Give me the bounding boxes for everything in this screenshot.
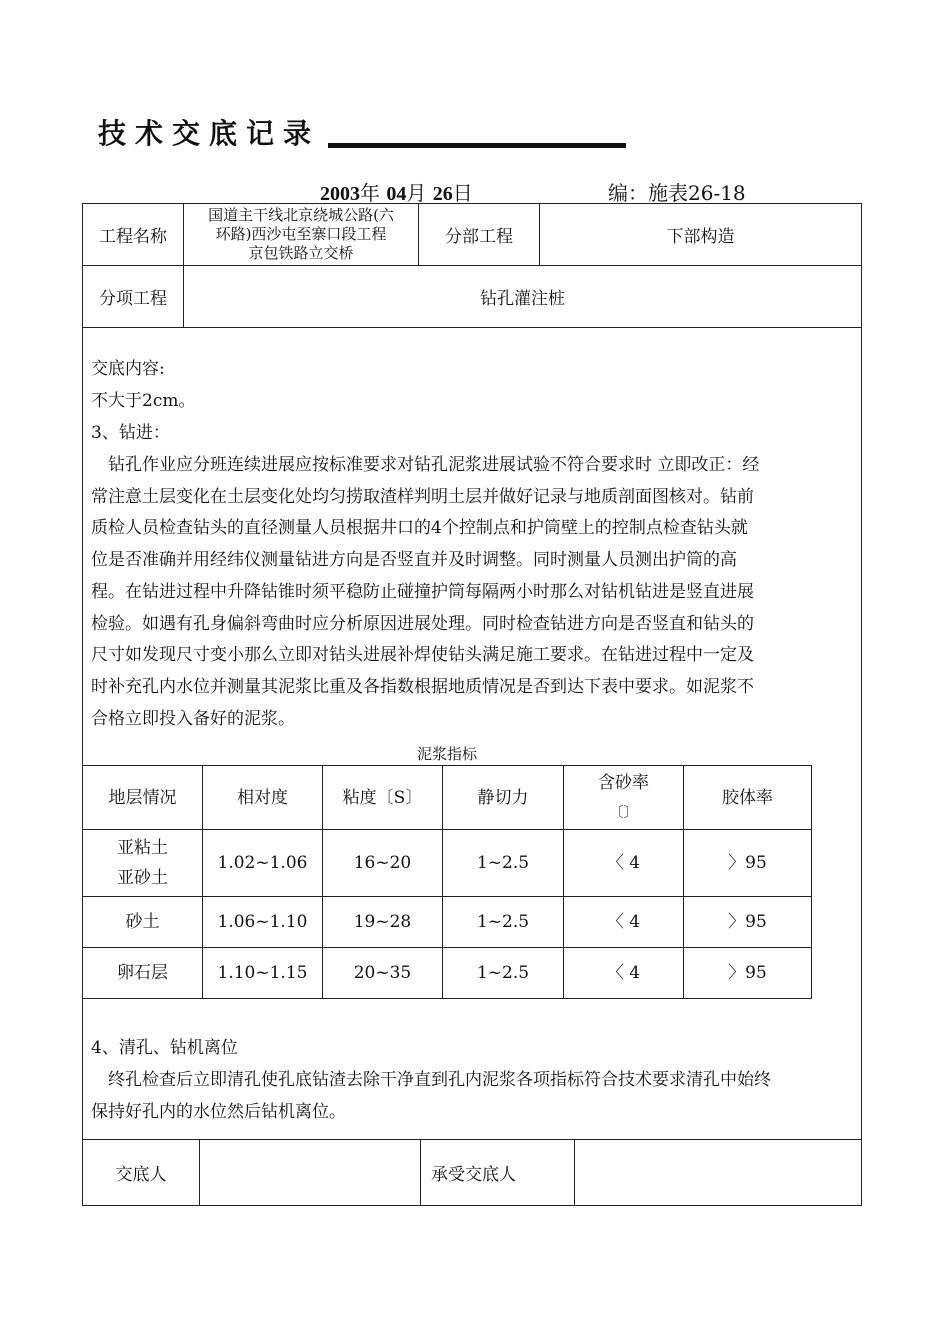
cell-shear: 1~2.5 [443,897,564,948]
cell-viscosity: 19~28 [323,897,443,948]
page-title: 技术交底记录 [98,117,321,150]
col-header-density: 相对度 [203,766,323,830]
paragraph-line: 位是否准确并用经纬仪测量钻进方向是否竖直并及时调整。同时测量人员测出护筒的高 [91,550,737,571]
table-row [83,948,812,999]
header-table [82,203,862,328]
table-row [83,830,812,897]
signature-table [82,1139,862,1206]
col-header-colloid: 胶体率 [684,766,812,830]
receiver-value[interactable] [575,1140,862,1206]
cell-sand: 〈 4 [564,948,684,999]
project-name-line: 京包铁路立交桥 [248,244,354,262]
paragraph-line: 尺寸如发现尺寸变小那么立即对钻头进展补焊使钻头满足施工要求。在钻进过程中一定及 [91,645,754,666]
paragraph-line: 常注意土层变化在土层变化处均匀捞取渣样判明土层并做好记录与地质剖面图核对。钻前 [91,486,754,507]
sand-header-line: 含砂率 [598,772,649,793]
table-caption: 泥浆指标 [416,745,477,763]
col-header-viscosity: 粘度〔S〕 [323,766,443,830]
paragraph-line: 检验。如遇有孔身偏斜弯曲时应分析原因进展处理。同时检查钻进方向是否竖直和钻头的 [91,613,754,634]
cell-soil [83,830,203,897]
record-date [320,177,473,206]
section-3-heading: 3、钻进： [91,423,170,443]
form-number: 编：施表26-18 [608,181,746,205]
cell-shear: 1~2.5 [443,948,564,999]
cell-shear: 1~2.5 [443,830,564,897]
cell-colloid: 〉95 [684,948,812,999]
table-row [83,897,812,948]
content-intro-label: 交底内容: [91,359,165,379]
subitem-value: 钻孔灌注桩 [184,266,862,328]
cell-sand: 〈 4 [564,830,684,897]
discloser-value[interactable] [200,1140,421,1206]
project-name-line: 环路)西沙屯至寨口段工程 [215,225,387,243]
sand-header-unit: 〔〕 [609,804,638,821]
cell-colloid: 〉95 [684,897,812,948]
division-label: 分部工程 [419,204,540,266]
section-4-paragraph [91,1065,855,1128]
soil-line: 亚粘土 [117,838,168,858]
cell-colloid: 〉95 [684,830,812,897]
cell-soil: 砂土 [83,897,203,948]
date-month-unit: 月 [406,181,427,205]
paragraph-line: 钻孔作业应分班连续进展应按标准要求对钻孔泥浆进展试验不符合要求时 立即改正：经 [108,455,760,475]
cell-density: 1.06~1.10 [203,897,323,948]
paragraph-line: 终孔检查后立即清孔使孔底钻渣去除干净直到孔内泥浆各项指标符合技术要求清孔中始终 [108,1070,771,1090]
cell-soil: 卵石层 [83,948,203,999]
mud-index-table [82,765,812,999]
paragraph-line: 合格立即投入备好的泥浆。 [91,708,295,729]
subitem-label: 分项工程 [83,266,184,328]
section-4-heading: 4、清孔、钻机离位 [91,1038,238,1058]
title-underline [328,143,626,148]
project-name-value [184,204,419,266]
project-name-line: 国道主干线北京绕城公路(六 [208,206,394,224]
date-year-unit: 年 [360,181,380,205]
date-day: 26 [432,183,453,205]
col-header-soil: 地层情况 [83,766,203,830]
paragraph-line: 程。在钻进过程中升降钻锥时须平稳防止碰撞护筒每隔两小时那么对钻机钻进是竖直进展 [91,581,754,602]
paragraph-line: 质检人员检查钻头的直径测量人员根据井口的4个控制点和护筒壁上的控制点检查钻头就 [91,518,748,539]
col-header-shear: 静切力 [443,766,564,830]
division-value: 下部构造 [540,204,862,266]
date-month: 04 [386,183,407,205]
soil-line: 亚砂土 [117,868,168,888]
cell-density: 1.10~1.15 [203,948,323,999]
content-line: 不大于2cm。 [91,391,196,411]
section-3-paragraph [91,450,855,735]
receiver-label: 承受交底人 [421,1140,575,1206]
paragraph-line: 保持好孔内的水位然后钻机离位。 [91,1101,346,1122]
date-day-unit: 日 [452,181,473,205]
paragraph-line: 时补充孔内水位并测量其泥浆比重及各指数根据地质情况是否到达下表中要求。如泥浆不 [91,676,754,697]
discloser-label: 交底人 [83,1140,200,1206]
cell-sand: 〈 4 [564,897,684,948]
project-name-label: 工程名称 [83,204,184,266]
cell-viscosity: 20~35 [323,948,443,999]
cell-viscosity: 16~20 [323,830,443,897]
col-header-sand [564,766,684,830]
date-year: 2003 [320,183,360,205]
cell-density: 1.02~1.06 [203,830,323,897]
